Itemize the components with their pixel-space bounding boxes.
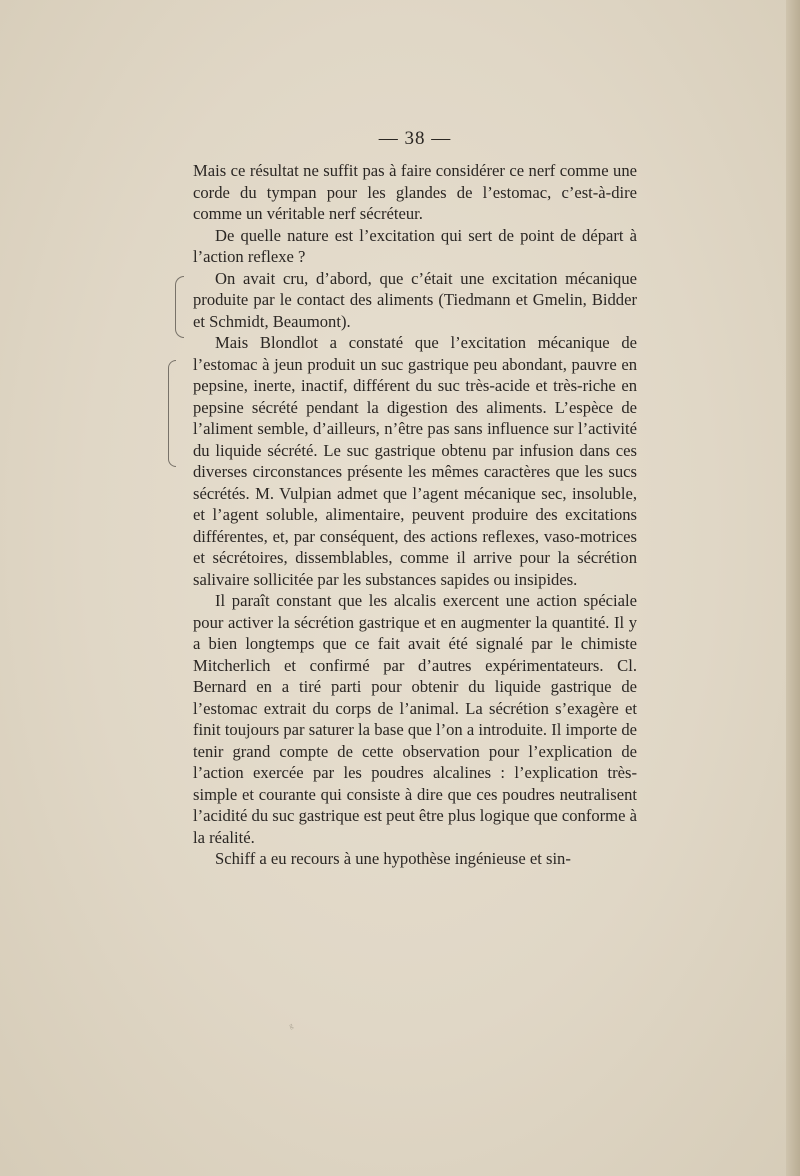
page-number: — 38 — (378, 128, 452, 149)
margin-bracket-mark (168, 360, 176, 467)
paragraph: Il paraît constant que les alcalis exercent une action spéciale pour activer la sécrétion gastrique et en augmenter la quantité. Il y a bien longtemps que ce fait avait été signalé par le chimiste Mitcherlich et confirmé par d’autres expérimentateurs. Cl. Bernard en a tiré parti pour obtenir du liquide gastrique de l’estomac extrait du corps de l’animal. La sécrétion s’exagère et finit toujours par saturer la base que l’on a introduite. Il importe de tenir grand compte de cette observation pour l’explication de l’action exercée par les poudres alcalines : l’explication très-simple et courante qui consiste à dire que ces poudres neutralisent l’acidité du suc gastrique est peut être plus logique que conforme à la réalité. (193, 591, 637, 847)
pencil-scribble-mark: ᵍ (287, 1019, 296, 1035)
paragraph: Schiff a eu recours à une hypothèse ingénieuse et sin- (215, 849, 571, 868)
paragraph: Mais Blondlot a constaté que l’excitation mécanique de l’estomac à jeun produit un suc gastrique peu abondant, pauvre en pepsine, inerte, inactif, différent du suc très-acide et très-riche en pepsine sécrété pendant la digestion des aliments. L’espèce de l’aliment semble, d’ailleurs, n’être pas sans influence sur l’activité du liquide sécrété. Le suc gastrique obtenu par infusion dans ces diverses circonstances présente les mêmes caractères que les sucs sécrétés. M. Vulpian admet que l’agent mécanique sec, insoluble, et l’agent soluble, alimentaire, peuvent produire des excitations différentes, et, par conséquent, des actions reflexes, vaso-motrices et sécrétoires, dissemblables, comme il arrive pour la sécrétion salivaire sollicitée par les substances sapides ou insipides. (193, 333, 637, 589)
paragraph: De quelle nature est l’excitation qui sert de point de départ à l’action reflexe ? (193, 225, 637, 266)
paragraph: Mais ce résultat ne suffit pas à faire considérer ce nerf comme une corde du tympan pour les glandes de l’estomac, c’est-à-dire comme un véritable nerf sécréteur. (193, 161, 637, 223)
margin-bracket-mark (175, 276, 184, 338)
page-edge (786, 0, 800, 1176)
paragraph: On avait cru, d’abord, que c’était une excitation mécanique produite par le contact des aliments (Tiedmann et Gmelin, Bidder et Schmidt, Beaumont). (193, 268, 637, 331)
body-text (193, 160, 637, 870)
